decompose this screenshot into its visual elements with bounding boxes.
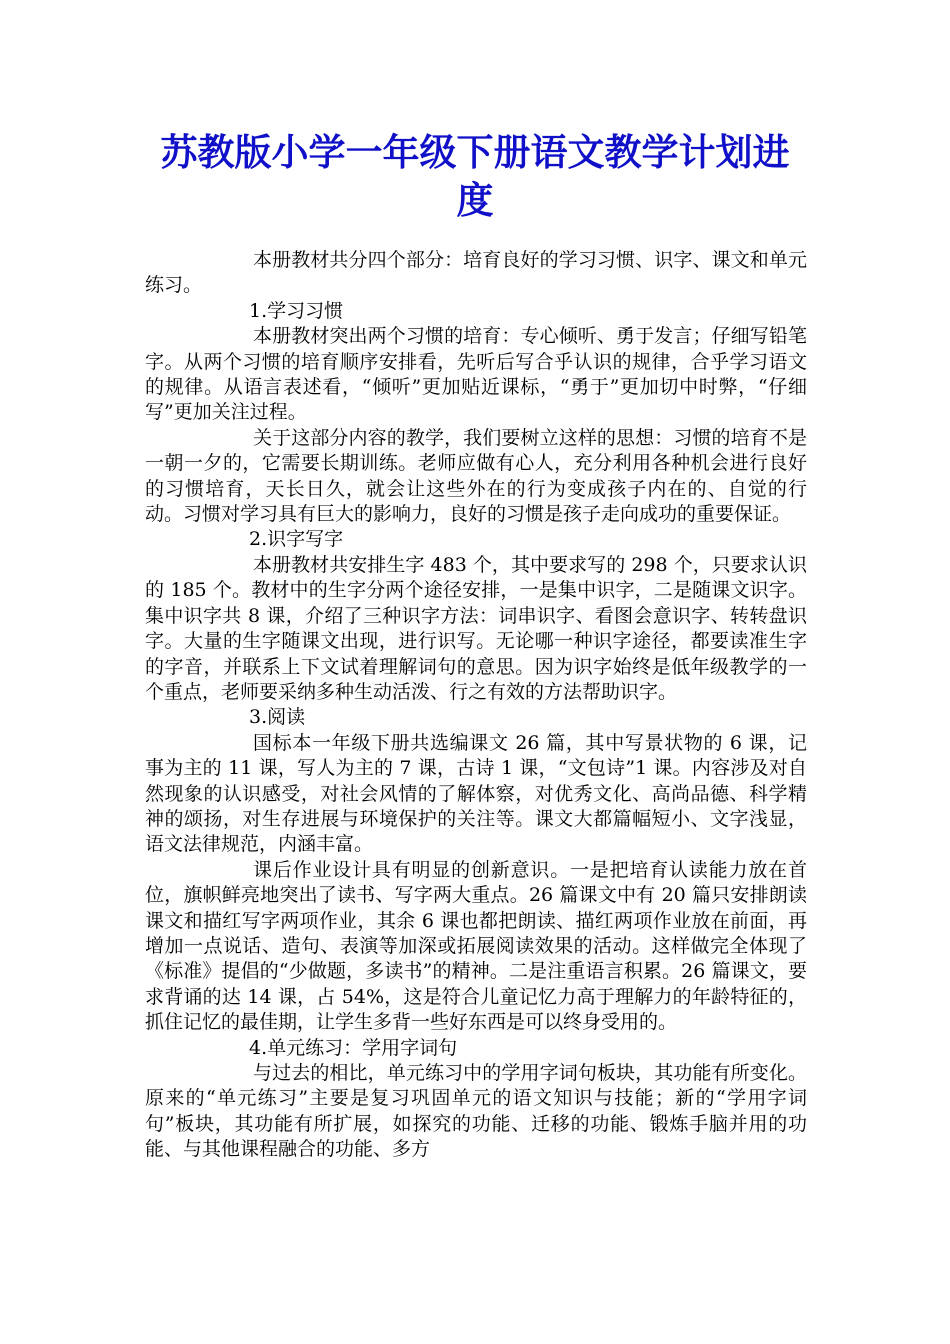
section-heading-unit-practice: 4.单元练习：学用字词句 xyxy=(249,1036,458,1059)
section-heading-literacy: 2.识字写字 xyxy=(249,528,344,551)
paragraph-habits-2: 关于这部分内容的教学，我们要树立这样的思想：习惯的培育不是一朝一夕的，它需要长期训练。老师应做有心人，充分利用各种机会进行良好的习惯培育，天长日久，就会让这些外在的行为变成孩子内在的、自觉的行动。习惯对学习具有巨大的影响力，良好的习惯是孩子走向成功的重要保证。 xyxy=(145,426,807,526)
paragraph-unit-practice: 与过去的相比，单元练习中的学用字词句板块，其功能有所变化。原来的“单元练习”主要是复习巩固单元的语文知识与技能；新的“学用字词句”板块，其功能有所扩展，如探究的功能、迁移的功能、锻炼手脑并用的功能、与其他课程融合的功能、多方 xyxy=(145,1062,807,1161)
document-body xyxy=(145,248,807,1163)
paragraph-intro: 本册教材共分四个部分：培育良好的学习习惯、识字、课文和单元练习。 xyxy=(145,249,807,297)
section-heading-reading: 3.阅读 xyxy=(249,706,306,729)
paragraph-reading-2: 课后作业设计具有明显的创新意识。一是把培育认读能力放在首位，旗帜鲜亮地突出了读书、写字两大重点。26 篇课文中有 20 篇只安排朗读课文和描红写字两项作业，其余 6 课也都把朗读、描红两项作业放在前面，再增加一点说话、造句、表演等加深或拓展阅读效果的活动。这样做完全体现了《标准》提倡的“少做题，多读书”的精神。二是注重语言积累。26 篇课文，要求背诵的达 14 课，占 54%，这是符合儿童记忆力高于理解力的年龄特征的，抓住记忆的最佳期，让学生多背一些好东西是可以终身受用的。 xyxy=(145,858,807,1034)
paragraph-habits-1: 本册教材突出两个习惯的培育：专心倾听、勇于发言；仔细写铅笔字。从两个习惯的培育顺序安排看，先听后写合乎认识的规律，合乎学习语文的规律。从语言表述看，“倾听”更加贴近课标，“勇于”更加切中时弊，“仔细写”更加关注过程。 xyxy=(145,325,807,424)
paragraph-reading-1: 国标本一年级下册共选编课文 26 篇，其中写景状物的 6 课，记事为主的 11 课，写人为主的 7 课，古诗 1 课，“文包诗”1 课。内容涉及对自然现象的认识感受，对社会风情的了解体察，对优秀文化、高尚品德、科学精神的颂扬，对生存进展与环境保护的关注等。课文大都篇幅短小、文字浅显，语文法律规范，内涵丰富。 xyxy=(145,731,807,856)
document-title: 苏教版小学一年级下册语文教学计划进度 xyxy=(160,130,790,222)
paragraph-literacy: 本册教材共安排生字 483 个，其中要求写的 298 个，只要求认识的 185 个。教材中的生字分两个途径安排，一是集中识字，二是随课文识字。集中识字共 8 课，介绍了三种识字方法：词串识字、看图会意识字、转转盘识字。大量的生字随课文出现，进行识写。无论哪一种识字途径，都要读准生字的字音，并联系上下文试着理解词句的意思。因为识字始终是低年级教学的一个重点，老师要采纳多种生动活泼、行之有效的方法帮助识字。 xyxy=(145,553,807,703)
section-heading-habits: 1.学习习惯 xyxy=(249,299,344,322)
